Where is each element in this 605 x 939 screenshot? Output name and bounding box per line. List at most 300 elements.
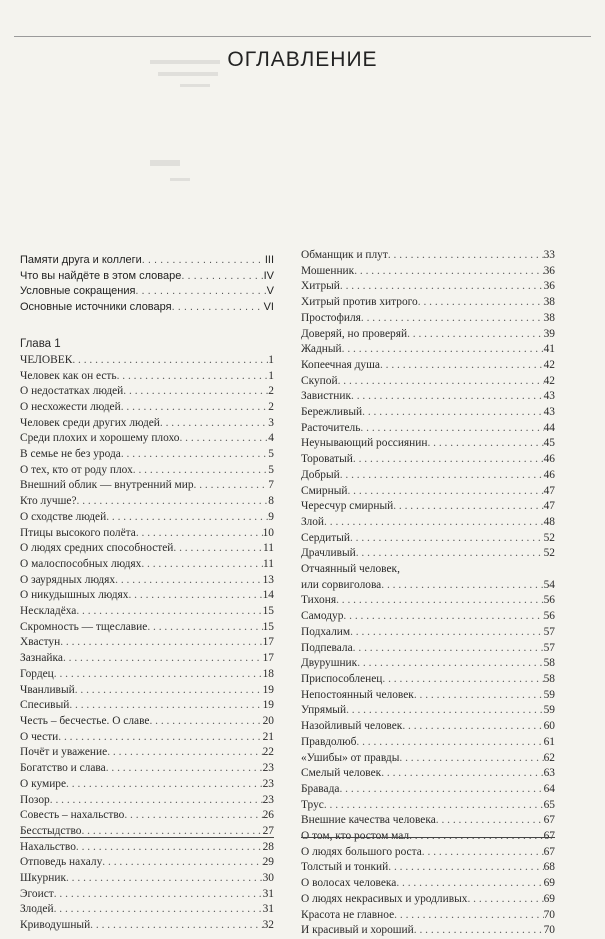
toc-entry-page: 29 xyxy=(262,856,274,869)
toc-entry-title: или сорвиголова xyxy=(301,578,382,591)
toc-entry-page: 46 xyxy=(543,468,555,481)
toc-leader-dots xyxy=(362,405,543,421)
toc-entry-title: Нескладёха xyxy=(20,605,77,618)
toc-entry[interactable] xyxy=(20,683,274,699)
toc-entry[interactable] xyxy=(20,369,274,385)
toc-entry-page: 14 xyxy=(262,589,274,602)
toc-entry-page: 31 xyxy=(262,887,274,900)
toc-entry[interactable] xyxy=(301,782,555,798)
toc-entry-title: ЧЕЛОВЕК xyxy=(20,353,73,366)
toc-entry[interactable] xyxy=(20,269,274,285)
toc-entry[interactable] xyxy=(301,625,555,641)
toc-entry-title: Копеечная душа xyxy=(301,358,380,371)
toc-entry-title: О несхожести людей xyxy=(20,400,121,413)
toc-entry-title: Чванливый xyxy=(20,683,75,696)
toc-leader-dots xyxy=(106,761,263,777)
toc-leader-dots xyxy=(194,478,269,494)
toc-entry-title: Совесть – нахальство xyxy=(20,809,125,822)
toc-entry-title: Злой xyxy=(301,515,325,528)
toc-entry-title: Приспособленец xyxy=(301,672,383,685)
toc-entry[interactable] xyxy=(301,766,555,782)
toc-entry-page: 44 xyxy=(543,421,555,434)
toc-entry[interactable] xyxy=(20,808,274,824)
toc-entry-page: 19 xyxy=(262,683,274,696)
toc-entry[interactable] xyxy=(301,515,555,531)
toc-entry-page: 47 xyxy=(543,484,555,497)
bleed-through-shadow xyxy=(150,58,240,208)
toc-entry-title: Отповедь нахалу xyxy=(20,856,103,869)
toc-leader-dots xyxy=(336,593,544,609)
toc-entry-page: 63 xyxy=(543,767,555,780)
toc-leader-dots xyxy=(72,353,268,369)
toc-right-list xyxy=(301,248,555,939)
toc-leader-dots xyxy=(66,777,263,793)
toc-entry[interactable] xyxy=(301,923,555,939)
toc-leader-dots xyxy=(356,546,544,562)
toc-entry-page: 57 xyxy=(543,641,555,654)
toc-entry-title: Непостоянный человек xyxy=(301,688,414,701)
toc-entry-title: Птицы высокого полёта xyxy=(20,526,136,539)
toc-entry-page: 64 xyxy=(543,782,555,795)
toc-entry[interactable] xyxy=(301,609,555,625)
toc-entry-title: В семье не без урода xyxy=(20,448,121,461)
toc-entry[interactable] xyxy=(20,510,274,526)
toc-entry-page: V xyxy=(266,285,274,298)
toc-entry-page: 30 xyxy=(262,872,274,885)
toc-entry-title: Злодей xyxy=(20,903,54,916)
toc-entry[interactable] xyxy=(301,908,555,924)
toc-entry[interactable] xyxy=(20,300,274,316)
toc-entry[interactable] xyxy=(301,672,555,688)
toc-entry[interactable] xyxy=(301,468,555,484)
toc-leader-dots xyxy=(76,840,263,856)
toc-leader-dots xyxy=(181,269,263,285)
toc-entry[interactable] xyxy=(20,620,274,636)
toc-entry-page: 67 xyxy=(543,814,555,827)
toc-entry[interactable] xyxy=(20,698,274,714)
toc-leader-dots xyxy=(356,735,543,751)
toc-leader-dots xyxy=(173,541,263,557)
toc-entry[interactable] xyxy=(20,431,274,447)
toc-leader-dots xyxy=(350,625,544,641)
toc-entry[interactable] xyxy=(301,295,555,311)
toc-leader-dots xyxy=(353,452,544,468)
toc-entry-title: Богатство и слава xyxy=(20,762,106,775)
toc-leader-dots xyxy=(436,813,544,829)
toc-entry-title: Основные источники словаря xyxy=(20,301,172,314)
toc-entry-title: О чести xyxy=(20,730,59,743)
toc-entry-page: 36 xyxy=(543,280,555,293)
toc-entry[interactable] xyxy=(301,546,555,562)
toc-leader-dots xyxy=(66,871,263,887)
toc-entry-page: 61 xyxy=(543,735,555,748)
toc-leader-dots xyxy=(380,358,544,374)
top-rule xyxy=(14,36,591,37)
toc-leader-dots xyxy=(115,573,262,589)
toc-leader-dots xyxy=(388,860,543,876)
toc-entry-title: Почёт и уважение xyxy=(20,746,108,759)
toc-entry-title: Тихоня xyxy=(301,594,337,607)
toc-leader-dots xyxy=(393,499,543,515)
toc-leader-dots xyxy=(467,892,543,908)
toc-entry-page: 70 xyxy=(543,908,555,921)
toc-entry-page: 11 xyxy=(263,557,274,570)
toc-entry[interactable] xyxy=(20,541,274,557)
toc-entry[interactable]: Отчаянный человек, xyxy=(301,563,400,576)
toc-entry-page: 27 xyxy=(262,824,274,837)
toc-leader-dots xyxy=(351,389,544,405)
toc-entry-title: Внешний облик — внутренний мир xyxy=(20,479,194,492)
toc-entry-title: Красота не главное xyxy=(301,908,395,921)
toc-leader-dots xyxy=(121,400,269,416)
toc-leader-dots xyxy=(58,730,262,746)
toc-entry-page: 52 xyxy=(543,531,555,544)
toc-entry-title: Криводушный xyxy=(20,919,91,932)
toc-leader-dots xyxy=(357,656,543,672)
toc-entry-page: IV xyxy=(263,269,274,282)
toc-entry-page: 58 xyxy=(543,657,555,670)
toc-entry-title: О людях некрасивых и уродливых xyxy=(301,892,468,905)
toc-entry-page: 69 xyxy=(543,877,555,890)
toc-entry-page: 60 xyxy=(543,720,555,733)
toc-entry[interactable] xyxy=(301,892,555,908)
toc-entry-page: 46 xyxy=(543,453,555,466)
toc-entry[interactable] xyxy=(20,730,274,746)
toc-leader-dots xyxy=(407,327,544,343)
toc-entry[interactable] xyxy=(20,416,274,432)
toc-entry-title: Хитрый против хитрого xyxy=(301,296,418,309)
toc-entry-title: Человек как он есть xyxy=(20,369,117,382)
toc-entry[interactable] xyxy=(301,876,555,892)
toc-entry-title: Памяти друга и коллеги xyxy=(20,254,142,266)
toc-entry-page: 59 xyxy=(543,704,555,717)
toc-entry[interactable] xyxy=(20,793,274,809)
toc-leader-dots xyxy=(179,431,268,447)
toc-entry[interactable] xyxy=(301,531,555,547)
toc-entry-page: 45 xyxy=(543,437,555,450)
toc-entry-title: О том, кто ростом мал xyxy=(301,830,410,843)
toc-entry[interactable] xyxy=(20,887,274,903)
toc-leader-dots xyxy=(136,526,263,542)
toc-entry[interactable] xyxy=(301,405,555,421)
toc-right-column xyxy=(301,248,555,939)
toc-entry[interactable] xyxy=(20,635,274,651)
toc-leader-dots xyxy=(347,484,543,500)
toc-entry-title: Тороватый xyxy=(301,453,353,466)
toc-leader-dots xyxy=(54,902,263,918)
toc-entry-title: Хвастун xyxy=(20,636,61,649)
toc-entry-page: 5 xyxy=(268,463,274,476)
toc-leader-dots xyxy=(149,714,262,730)
toc-entry[interactable] xyxy=(20,478,274,494)
toc-entry-page: 17 xyxy=(262,636,274,649)
toc-entry[interactable] xyxy=(20,918,274,934)
bottom-rule-right xyxy=(301,837,555,838)
toc-leader-dots xyxy=(418,295,544,311)
toc-leader-dots xyxy=(388,248,544,264)
toc-leader-dots xyxy=(90,918,262,934)
toc-leader-dots xyxy=(117,369,269,385)
toc-entry-page: 68 xyxy=(543,861,555,874)
toc-entry-title: Завистник xyxy=(301,390,351,403)
toc-entry-title: О волосах человека xyxy=(301,877,397,890)
toc-entry-title: Добрый xyxy=(301,468,340,481)
toc-entry-title: Правдолюб xyxy=(301,735,357,748)
toc-entry-page: 28 xyxy=(262,840,274,853)
toc-entry-title: Нахальство xyxy=(20,840,76,853)
toc-entry[interactable] xyxy=(301,813,555,829)
toc-entry-page: 56 xyxy=(543,594,555,607)
toc-entry[interactable] xyxy=(20,840,274,856)
toc-entry-title: Бережливый xyxy=(301,406,363,419)
toc-entry-title: Скупой xyxy=(301,374,338,387)
toc-entry[interactable] xyxy=(20,667,274,683)
toc-leader-dots xyxy=(340,468,544,484)
toc-entry-page: III xyxy=(264,254,274,266)
toc-leader-dots xyxy=(350,531,544,547)
toc-entry-page: 59 xyxy=(543,688,555,701)
toc-entry-title: О малоспособных людях xyxy=(20,557,142,570)
toc-entry[interactable] xyxy=(301,452,555,468)
toc-entry[interactable] xyxy=(20,777,274,793)
toc-entry-page: 23 xyxy=(262,777,274,790)
toc-entry[interactable] xyxy=(20,494,274,510)
toc-entry-title: Честь – бесчестье. О славе xyxy=(20,714,150,727)
toc-leader-dots xyxy=(135,284,266,300)
toc-entry-page: 4 xyxy=(268,432,274,445)
toc-entry-title: Шкурник xyxy=(20,872,66,885)
toc-entry[interactable] xyxy=(301,436,555,452)
toc-leader-dots xyxy=(172,300,264,316)
toc-entry-page: 42 xyxy=(543,374,555,387)
toc-entry[interactable] xyxy=(301,798,555,814)
toc-entry-title: Что вы найдёте в этом словаре xyxy=(20,269,182,282)
toc-left-column xyxy=(20,253,274,934)
toc-entry-title: Бравада xyxy=(301,782,340,795)
toc-entry-page: 58 xyxy=(543,672,555,685)
toc-entry[interactable] xyxy=(301,641,555,657)
toc-leader-dots xyxy=(338,374,544,390)
toc-entry[interactable] xyxy=(301,578,555,594)
toc-entry-page: 5 xyxy=(268,448,274,461)
front-matter-list xyxy=(20,253,274,316)
toc-entry[interactable] xyxy=(301,327,555,343)
toc-entry-title: Смелый человек xyxy=(301,767,382,780)
toc-entry-page: 69 xyxy=(543,892,555,905)
toc-entry-title: О тех, кто от роду плох xyxy=(20,463,133,476)
toc-entry[interactable] xyxy=(301,845,555,861)
toc-entry[interactable] xyxy=(301,688,555,704)
toc-entry[interactable] xyxy=(20,526,274,542)
toc-entry-title: О людях средних способностей xyxy=(20,542,174,555)
toc-entry-page: 38 xyxy=(543,311,555,324)
toc-leader-dots xyxy=(63,651,263,667)
toc-leader-dots xyxy=(128,588,262,604)
toc-leader-dots xyxy=(346,703,544,719)
toc-entry[interactable] xyxy=(20,573,274,589)
toc-entry[interactable] xyxy=(20,761,274,777)
toc-leader-dots xyxy=(399,751,543,767)
toc-entry[interactable] xyxy=(20,871,274,887)
toc-leader-dots xyxy=(107,745,262,761)
toc-entry-title: О недостатках людей xyxy=(20,385,124,398)
toc-entry[interactable] xyxy=(20,714,274,730)
toc-entry-page: VI xyxy=(263,301,274,314)
toc-entry-title: Трус xyxy=(301,798,324,811)
toc-entry[interactable] xyxy=(301,358,555,374)
toc-entry-page: 32 xyxy=(262,919,274,932)
toc-leader-dots xyxy=(382,672,543,688)
toc-entry-page: 43 xyxy=(543,406,555,419)
toc-entry[interactable] xyxy=(20,400,274,416)
toc-entry-title: О заурядных людях xyxy=(20,573,116,586)
toc-leader-dots xyxy=(414,688,544,704)
toc-entry-page: 70 xyxy=(543,924,555,937)
toc-entry[interactable] xyxy=(20,902,274,918)
toc-entry[interactable] xyxy=(301,311,555,327)
toc-entry-page: 43 xyxy=(543,390,555,403)
toc-entry-page: 48 xyxy=(543,515,555,528)
toc-entry-title: Толстый и тонкий xyxy=(301,861,389,874)
toc-entry-page: 56 xyxy=(543,610,555,623)
toc-entry-title: Эгоист xyxy=(20,887,54,900)
toc-leader-dots xyxy=(396,876,543,892)
toc-entry-title: Среди плохих и хорошему плохо xyxy=(20,432,180,445)
toc-leader-dots xyxy=(69,698,262,714)
toc-leader-dots xyxy=(354,264,543,280)
toc-entry[interactable] xyxy=(20,855,274,871)
toc-entry-title: «Ушибы» от правды xyxy=(301,751,400,764)
toc-leader-dots xyxy=(353,641,544,657)
toc-entry[interactable] xyxy=(301,751,555,767)
toc-entry-page: 67 xyxy=(543,845,555,858)
toc-entry-page: 26 xyxy=(262,809,274,822)
toc-leader-dots xyxy=(381,578,543,594)
toc-entry-title: Расточитель xyxy=(301,421,361,434)
toc-entry-page: 52 xyxy=(543,547,555,560)
toc-entry[interactable] xyxy=(301,248,555,264)
toc-entry[interactable] xyxy=(301,656,555,672)
toc-entry-page: 23 xyxy=(262,793,274,806)
toc-entry-title: Гордец xyxy=(20,667,54,680)
toc-entry-page: 57 xyxy=(543,625,555,638)
toc-leader-dots xyxy=(123,384,268,400)
toc-entry[interactable] xyxy=(301,279,555,295)
toc-entry-title: Хитрый xyxy=(301,280,340,293)
toc-entry-page: 20 xyxy=(262,714,274,727)
toc-entry[interactable] xyxy=(20,745,274,761)
toc-leader-dots xyxy=(77,494,269,510)
toc-entry[interactable] xyxy=(301,719,555,735)
toc-leader-dots xyxy=(324,798,544,814)
toc-entry-title: Подхалим xyxy=(301,625,351,638)
toc-entry[interactable] xyxy=(20,447,274,463)
toc-leader-dots xyxy=(414,923,544,939)
toc-leader-dots xyxy=(342,342,544,358)
toc-leader-dots xyxy=(54,887,263,903)
toc-entry[interactable] xyxy=(20,463,274,479)
toc-leader-dots xyxy=(339,782,543,798)
toc-leader-dots xyxy=(142,253,265,269)
toc-entry-title: Упрямый xyxy=(301,704,347,717)
toc-leader-dots xyxy=(402,719,543,735)
toc-leader-dots xyxy=(60,635,262,651)
toc-entry[interactable] xyxy=(20,604,274,620)
toc-leader-dots xyxy=(360,421,543,437)
toc-entry-title: Подпевала xyxy=(301,641,353,654)
toc-entry[interactable] xyxy=(301,484,555,500)
toc-entry[interactable] xyxy=(20,588,274,604)
toc-entry[interactable] xyxy=(301,342,555,358)
toc-entry-title: И красивый и хороший xyxy=(301,924,414,937)
toc-entry-title: Позор xyxy=(20,793,50,806)
chapter-heading: Глава 1 xyxy=(20,337,61,350)
toc-entry[interactable] xyxy=(301,421,555,437)
toc-leader-dots xyxy=(141,557,263,573)
toc-entry-page: 11 xyxy=(263,542,274,555)
toc-entry-title: Спесивый xyxy=(20,699,70,712)
toc-entry[interactable] xyxy=(20,384,274,400)
toc-entry-page: 22 xyxy=(262,746,274,759)
toc-entry-title: Внешние качества человека xyxy=(301,814,436,827)
toc-entry[interactable] xyxy=(20,284,274,300)
toc-entry[interactable] xyxy=(301,735,555,751)
toc-entry[interactable] xyxy=(20,253,274,269)
toc-entry[interactable] xyxy=(301,703,555,719)
toc-entry[interactable] xyxy=(301,374,555,390)
toc-entry[interactable] xyxy=(301,593,555,609)
toc-entry[interactable] xyxy=(20,353,274,369)
toc-entry-page: 21 xyxy=(262,730,274,743)
toc-leader-dots xyxy=(343,609,543,625)
toc-entry-page: 15 xyxy=(262,620,274,633)
toc-entry[interactable] xyxy=(301,499,555,515)
toc-entry-title: Жадный xyxy=(301,343,342,356)
toc-leader-dots xyxy=(147,620,262,636)
toc-entry[interactable] xyxy=(20,651,274,667)
toc-entry-title: Простофиля xyxy=(301,311,361,324)
toc-entry[interactable] xyxy=(301,860,555,876)
toc-entry-title: Самодур xyxy=(301,610,344,623)
toc-entry-page: 42 xyxy=(543,358,555,371)
toc-entry-title: Драчливый xyxy=(301,547,356,560)
toc-entry-title: Доверяй, но проверяй xyxy=(301,327,408,340)
toc-entry-title: Кто лучше? xyxy=(20,495,77,508)
toc-entry-page: 17 xyxy=(262,652,274,665)
toc-entry[interactable] xyxy=(20,557,274,573)
toc-entry-page: 54 xyxy=(543,578,555,591)
toc-entry[interactable] xyxy=(301,264,555,280)
toc-entry-page: 47 xyxy=(543,500,555,513)
toc-entry-title: Скромность — тщеславие xyxy=(20,620,148,633)
toc-leader-dots xyxy=(76,604,262,620)
toc-entry-page: 62 xyxy=(543,751,555,764)
toc-leader-dots xyxy=(106,510,268,526)
toc-leader-dots xyxy=(361,311,544,327)
toc-entry-title: Назойливый человек xyxy=(301,720,403,733)
toc-entry-page: 2 xyxy=(268,385,274,398)
toc-entry-page: 13 xyxy=(262,573,274,586)
toc-entry-title: Бесстыдство xyxy=(20,824,82,837)
toc-entry-page: 65 xyxy=(543,798,555,811)
toc-entry[interactable] xyxy=(301,389,555,405)
toc-leader-dots xyxy=(121,447,268,463)
toc-entry-page: 36 xyxy=(543,264,555,277)
toc-entry-title: Зазнайка xyxy=(20,652,63,665)
toc-entry-page: 39 xyxy=(543,327,555,340)
toc-leader-dots xyxy=(324,515,544,531)
toc-leader-dots xyxy=(102,855,262,871)
